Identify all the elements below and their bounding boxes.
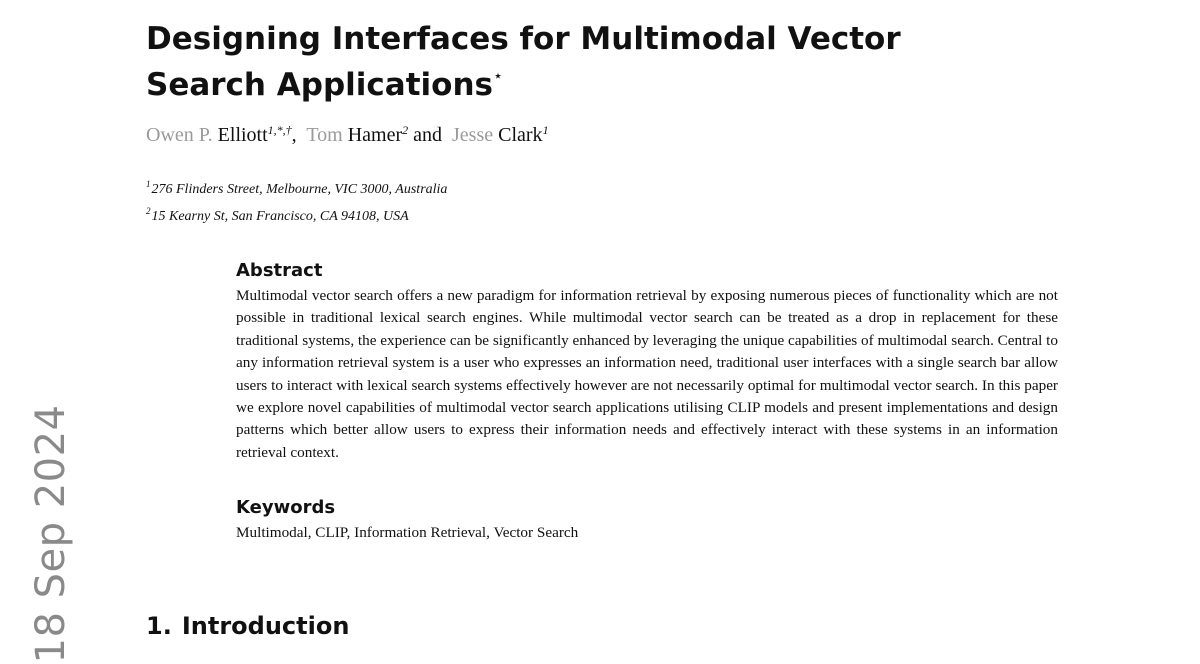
affiliation-item [146,176,447,203]
author-1-family: Elliott [217,124,268,146]
keywords-list: Multimodal, CLIP, Information Retrieval, Vector Search [236,524,579,541]
abstract-heading: Abstract [236,260,323,281]
arxiv-date-stamp [28,404,74,664]
author-1-marks: 1,*,† [267,123,292,137]
paper-title [146,16,1006,108]
arxiv-date-text: 18 Sep 2024 [28,404,74,664]
keywords-heading: Keywords [236,497,336,518]
affiliation-list [146,176,447,230]
affiliation-text: 15 Kearny St, San Francisco, CA 94108, USA [151,209,409,224]
affiliation-number: 2 [146,206,151,216]
author-3-given: Jesse [452,124,494,146]
section-title: Introduction [181,612,350,640]
abstract-body: Multimodal vector search offers a new paradigm for information retrieval by exposing numerous pieces of functionality which are not possible in traditional lexical search engines. While multimodal vector search can be treated as a drop in replacement for these traditional systems, the experience can be significantly enhanced by leveraging the unique capabilities of multimodal search. Central to any information retrieval system is a user who expresses an information need, traditional user interfaces with a single search bar allow users to interact with lexical search systems effectively however are not necessarily optimal for multimodal vector search. In this paper we explore novel capabilities of multimodal vector search applications utilising CLIP models and present implementations and design patterns which better allow users to express their information needs and effectively interact with these systems in an information retrieval context. [236,287,1058,461]
affiliation-item [146,203,447,230]
author-2-family: Hamer [347,124,403,146]
title-footnote-marker: ⋆ [492,66,503,85]
author-3-marks: 1 [542,123,549,137]
author-3-family: Clark [498,124,543,146]
author-2-given: Tom [306,124,343,146]
section-number: 1. [146,612,172,640]
abstract-section [236,260,1058,464]
keywords-section [236,497,1058,544]
author-2-marks: 2 [402,123,409,137]
author-1-given: Owen P. [146,124,213,146]
paper-title-text: Designing Interfaces for Multimodal Vector Search Applications [146,21,901,103]
author-separator-and: and [413,124,443,146]
affiliation-number: 1 [146,179,151,189]
section-heading-introduction [146,610,349,642]
affiliation-text: 276 Flinders Street, Melbourne, VIC 3000, Australia [151,182,448,197]
author-separator-comma: , [291,124,297,146]
author-list [146,124,549,147]
